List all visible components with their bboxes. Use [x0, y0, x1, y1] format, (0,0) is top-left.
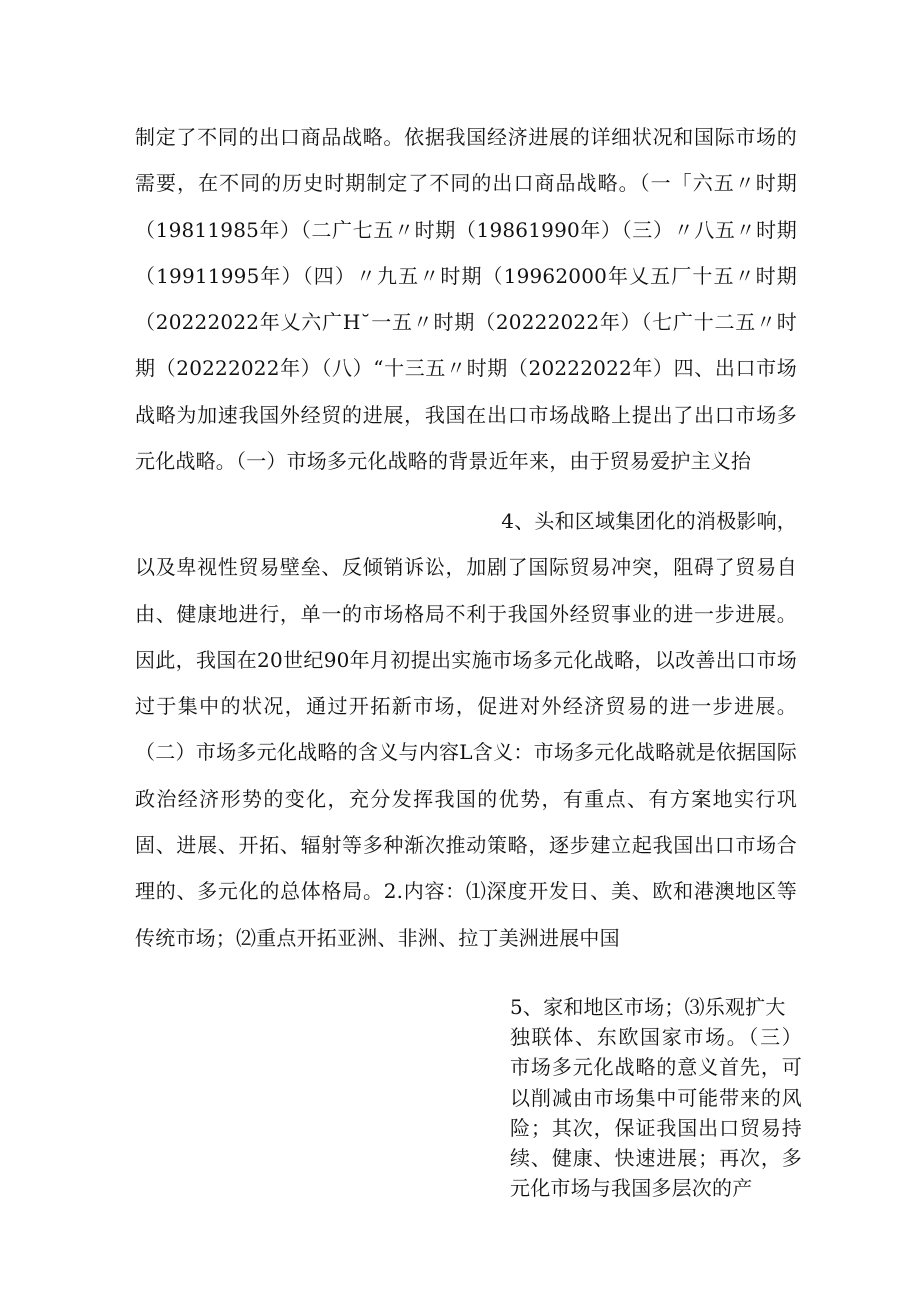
paragraph-first-line: 4、头和区域集团化的消极影响， — [501, 509, 797, 533]
paragraph-text: 以及卑视性贸易壁垒、反倾销诉讼，加剧了国际贸易冲突，阻碍了贸易自由、健康地进行，单一的市场格局不利于我国外经贸事业的进一步进展。因此，我国在20世纪90年月初提出实施市场多元化战略，以改善出口市场过于集中的状况，通过开拓新市场，促进对外经济贸易的进一步进展。（二）市场多元化战略的含义与内容L含义：市场多元化战略就是依据国际政治经济形势的变化，充分发挥我国的优势，有重点、有方案地实行巩固、进展、开拓、辐射等多种渐次推动策略，逐步建立起我国出口市场合理的、多元化的总体格局。2.内容：⑴深度开发日、美、欧和港澳地区等传统市场；⑵重点开拓亚洲、非洲、拉丁美洲进展中国 — [135, 555, 797, 950]
paragraph-export-commodity-strategy — [135, 114, 797, 484]
paragraph-market-diversification — [135, 498, 797, 961]
paragraph-first-line: 5、家和地区市场；⑶乐观扩大 — [510, 995, 786, 1019]
paragraph-diversification-significance — [510, 992, 802, 1203]
paragraph-text: 独联体、东欧国家市场。（三）市场多元化战略的意义首先，可以削减由市场集中可能带来的风险；其次，保证我国出口贸易持续、健康、快速进展；再次，多元化市场与我国多层次的产 — [510, 1025, 802, 1201]
paragraph-text: 制定了不同的出口商品战略。依据我国经济进展的详细状况和国际市场的需要，在不同的历史时期制定了不同的出口商品战略。（一「六五〃时期（19811985年）（二广七五〃时期（19861990年）（三）〃八五〃时期（19911995年）（四）〃九五〃时期（19962000年乂五厂十五〃时期（20222022年乂六广H˘一五〃时期（20222022年）（七广十二五〃时期（20222022年）（八）“十三五〃时期（20222022年）四、出口市场战略为加速我国外经贸的进展，我国在出口市场战略上提出了出口市场多元化战略。（一）市场多元化战略的背景近年来，由于贸易爱护主义抬 — [135, 125, 797, 474]
